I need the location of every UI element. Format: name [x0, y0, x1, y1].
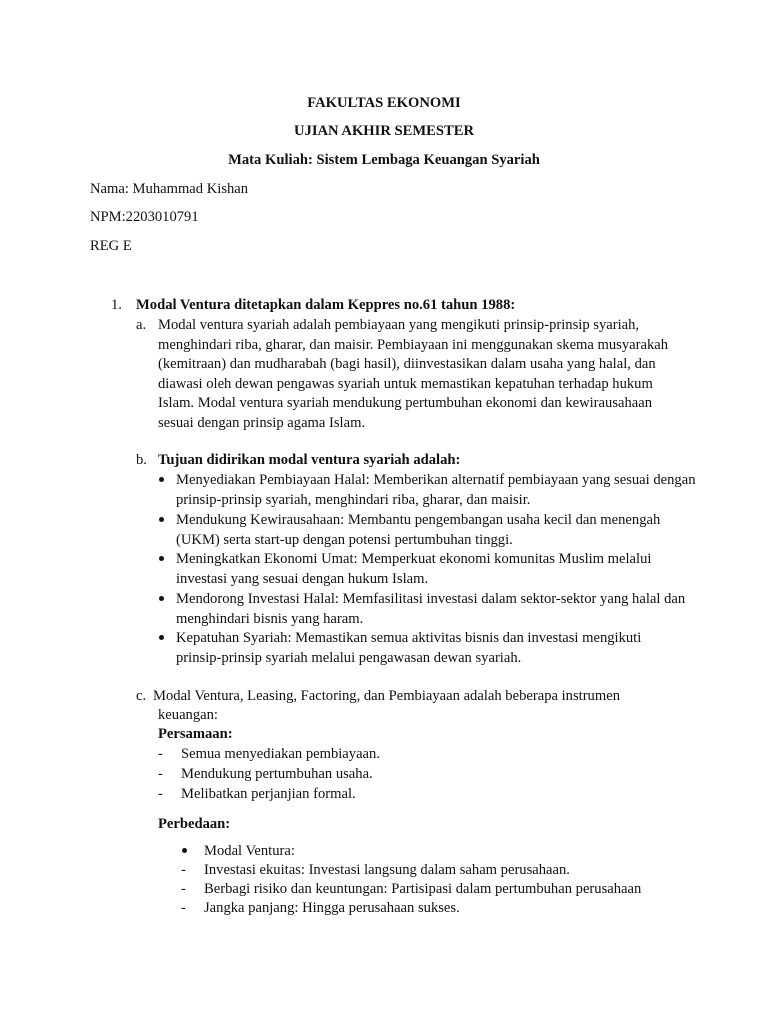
- bullet-icon: [158, 511, 166, 519]
- item-a-marker: a.: [136, 317, 147, 333]
- dash-marker: -: [158, 746, 163, 762]
- faculty-heading: FAKULTAS EKONOMI: [307, 95, 461, 111]
- course-heading: Mata Kuliah: Sistem Lembaga Keuangan Syariah: [228, 152, 540, 168]
- dash-marker: -: [158, 766, 163, 782]
- list-item: Mendorong Investasi Halal: Memfasilitasi investasi dalam sektor-sektor yang halal dan menghindari bisnis yang haram.: [176, 591, 686, 627]
- bullet-icon: [181, 842, 189, 850]
- list-item: Berbagi risiko dan keuntungan: Partisipasi dalam pertumbuhan perusahaan: [204, 881, 642, 897]
- differences-title: Perbedaan:: [158, 816, 231, 832]
- list-item: Meningkatkan Ekonomi Umat: Memperkuat ekonomi komunitas Muslim melalui investasi yang sesuai dengan hukum Islam.: [176, 551, 652, 587]
- student-npm: NPM:2203010791: [90, 209, 199, 225]
- item-b-title: Tujuan didirikan modal ventura syariah adalah:: [158, 452, 461, 468]
- bullet-icon: [158, 629, 166, 637]
- list-item: Semua menyediakan pembiayaan.: [181, 746, 380, 762]
- item-a-paragraph: Modal ventura syariah adalah pembiayaan yang mengikuti prinsip-prinsip syariah, menghindari riba, gharar, dan maisir. Pembiayaan ini menggunakan skema musyarakah (kemitraan) dan mudharabah (bagi hasil), diinvestasikan dalam usaha yang halal, dan diawasi oleh dewan pengawas syariah untuk memastikan kepatuhan terhadap hukum Islam. Modal ventura syariah mendukung pertumbuhan ekonomi dan kewirausahaan sesuai dengan prinsip agama Islam.: [158, 317, 669, 431]
- list-item: Kepatuhan Syariah: Memastikan semua aktivitas bisnis dan investasi mengikuti prinsip-prinsip syariah melalui pengawasan dewan syariah.: [176, 630, 642, 666]
- dash-marker: -: [181, 900, 186, 916]
- bullet-icon: [158, 550, 166, 558]
- item-b-marker: b.: [136, 452, 147, 468]
- bullet-icon: [158, 590, 166, 598]
- question-number: 1.: [111, 297, 122, 313]
- dash-marker: -: [158, 786, 163, 802]
- student-name: Nama: Muhammad Kishan: [90, 181, 249, 197]
- question-title: Modal Ventura ditetapkan dalam Keppres no.61 tahun 1988:: [136, 297, 516, 313]
- item-c-marker: c.: [136, 688, 147, 704]
- item-c-intro: Modal Ventura, Leasing, Factoring, dan Pembiayaan adalah beberapa instrumen: [153, 688, 620, 704]
- list-item: Menyediakan Pembiayaan Halal: Memberikan alternatif pembiayaan yang sesuai dengan prinsip-prinsip syariah, menghindari riba, gharar, dan maisir.: [176, 472, 696, 508]
- similarities-title: Persamaan:: [158, 726, 233, 742]
- list-item: Modal Ventura:: [204, 843, 295, 859]
- exam-heading: UJIAN AKHIR SEMESTER: [293, 123, 475, 139]
- list-item: Mendukung pertumbuhan usaha.: [181, 766, 373, 782]
- list-item: Melibatkan perjanjian formal.: [181, 786, 356, 802]
- item-c-intro-continued: keuangan:: [158, 707, 218, 723]
- bullet-icon: [158, 471, 166, 479]
- list-item: Jangka panjang: Hingga perusahaan sukses.: [204, 900, 460, 916]
- student-class: REG E: [90, 238, 132, 254]
- list-item: Mendukung Kewirausahaan: Membantu pengembangan usaha kecil dan menengah (UKM) serta start-up dengan potensi pertumbuhan tinggi.: [176, 512, 661, 548]
- dash-marker: -: [181, 862, 186, 878]
- dash-marker: -: [181, 881, 186, 897]
- list-item: Investasi ekuitas: Investasi langsung dalam saham perusahaan.: [204, 862, 570, 878]
